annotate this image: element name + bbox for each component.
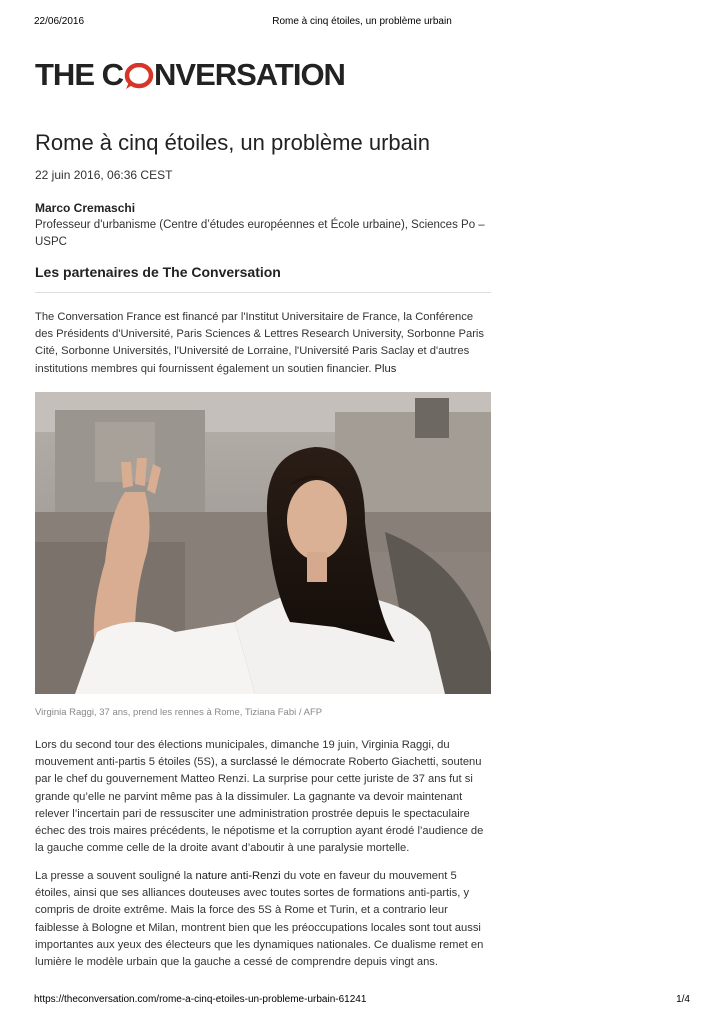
speech-bubble-icon [124,62,154,89]
photo-credit[interactable]: Tiziana Fabi / AFP [244,707,323,718]
para-1-start: Lors du second tour des élections municipales, dimanche 19 juin, Virginia Raggi, du mouvement anti-partis 5 étoiles (5S), [35,739,450,769]
partners-heading: Les partenaires de The Conversation [35,264,281,280]
para-2-end: du vote en faveur du mouvement 5 étoiles, ainsi que ses alliances douteuses avec toutes sortes de formations anti-partis, y compris de droite extrême. Mais la force des 5S à Rome et Turin, et a contrario leur faiblesse à Bologne et Milan, montrent bien que les préoccupations locales sont tout aussi importantes aux yeux des électeurs que les dynamiques nationales. Ce dualisme remet en lumière le modèle urbain que la gauche a cessé de comprendre depuis vingt ans. [35,870,484,969]
author-role: Professeur d'urbanisme (Centre d’études européennes et École urbaine), Sciences Po – USPC [35,219,485,248]
print-header [34,16,690,30]
para-1-end: le démocrate Roberto Giachetti, soutenu par le chef du gouvernement Matteo Renzi. La surprise pour cette juriste de 37 ans fut si grande qu’elle ne parvint même pas à la dissimuler. La gagnante va devoir maintenant relever l’incertain pari de ressusciter une administration prostrée depuis le spectaculaire échec des trois maires précédents, le népotisme et la corruption ayant érodé l’audience de la gauche comme celle de la droite avant d’aboutir à une paralysie mortelle. [35,756,484,855]
print-title: Rome à cinq étoiles, un problème urbain [272,16,452,27]
photo-caption [35,707,322,718]
publish-date: 22 juin 2016, 06:36 CEST [35,168,173,182]
print-date: 22/06/2016 [34,16,85,27]
caption-text: Virginia Raggi, 37 ans, prend les rennes à Rome, [35,707,243,718]
article-paragraph-2 [35,868,491,971]
logo-text-end: NVERSATION [154,57,345,92]
print-url: https://theconversation.com/rome-a-cinq-etoiles-un-probleme-urbain-61241 [34,994,367,1005]
divider [35,292,491,293]
article-paragraph-1 [35,737,491,857]
partners-more-link[interactable]: Plus [374,362,397,375]
partners-body: The Conversation France est financé par l'Institut Universitaire de France, la Conférence des Présidents d'Université, Paris Sciences & Lettres Research University, Sorbonne Paris Cité, Sorbonne Universités, l'Université de Lorraine, l'Université Paris Saclay et d'autres institutions membres qui fournissent également un soutien financier. [35,311,485,375]
link-nature-anti-renzi[interactable]: nature anti-Renzi [195,870,281,882]
para-2-start: La presse a souvent souligné la [35,870,196,882]
page-number: 1/4 [676,994,690,1005]
article-photo [35,392,491,694]
link-surclasse[interactable]: a surclassé [220,756,278,769]
logo-text-start: THE C [35,57,123,92]
partners-text [35,309,491,378]
site-logo[interactable] [35,57,345,92]
article-title: Rome à cinq étoiles, un problème urbain [35,130,431,155]
print-footer [34,994,690,1008]
author-name[interactable]: Marco Cremaschi [35,201,136,215]
